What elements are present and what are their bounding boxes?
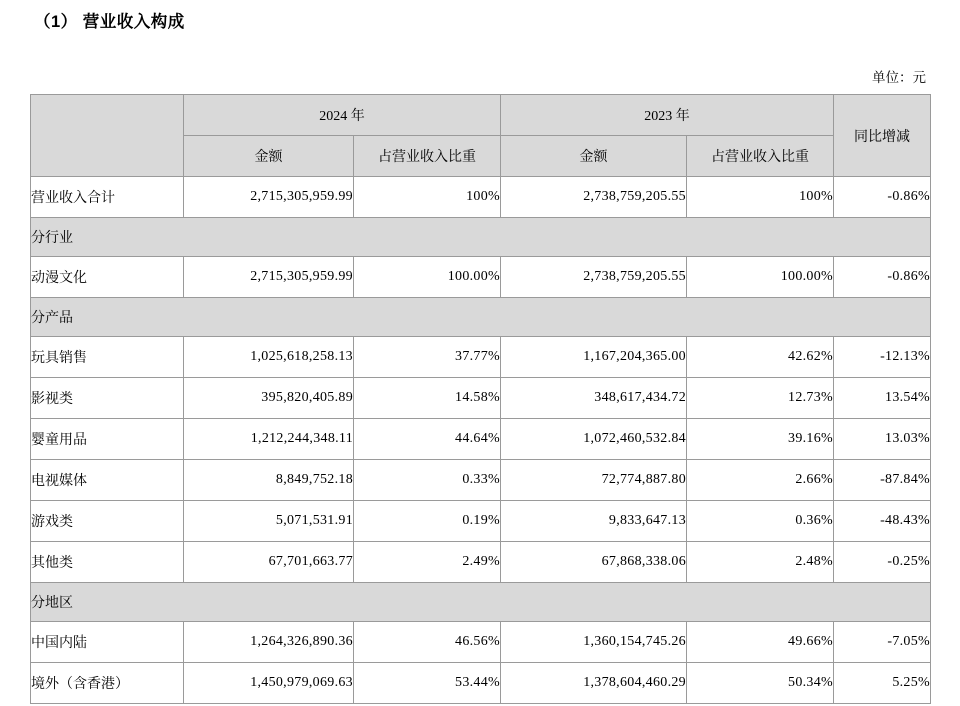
table-row (31, 460, 931, 501)
cell-yoy: -0.25% (834, 542, 931, 583)
table-header (31, 95, 931, 177)
cell-amount-2023: 2,738,759,205.55 (501, 177, 687, 218)
cell-ratio-2023: 39.16% (687, 419, 834, 460)
cell-yoy: -87.84% (834, 460, 931, 501)
row-label: 境外（含香港） (31, 663, 184, 704)
cell-yoy: -0.86% (834, 177, 931, 218)
row-label: 营业收入合计 (31, 177, 184, 218)
cell-ratio-2023: 12.73% (687, 378, 834, 419)
cell-amount-2023: 1,378,604,460.29 (501, 663, 687, 704)
cell-amount-2024: 395,820,405.89 (184, 378, 354, 419)
header-ratio-2024: 占营业收入比重 (354, 136, 501, 177)
cell-ratio-2023: 2.66% (687, 460, 834, 501)
cell-yoy: 13.54% (834, 378, 931, 419)
row-label: 中国内陆 (31, 622, 184, 663)
header-ratio-2023: 占营业收入比重 (687, 136, 834, 177)
cell-ratio-2024: 0.33% (354, 460, 501, 501)
cell-yoy: 13.03% (834, 419, 931, 460)
cell-amount-2024: 67,701,663.77 (184, 542, 354, 583)
table-group-row (31, 298, 931, 337)
cell-amount-2024: 1,264,326,890.36 (184, 622, 354, 663)
cell-amount-2023: 72,774,887.80 (501, 460, 687, 501)
table-row (31, 257, 931, 298)
cell-ratio-2024: 2.49% (354, 542, 501, 583)
table-header-row-1 (31, 95, 931, 136)
cell-yoy: -7.05% (834, 622, 931, 663)
cell-ratio-2023: 50.34% (687, 663, 834, 704)
cell-amount-2023: 2,738,759,205.55 (501, 257, 687, 298)
header-amount-2024: 金额 (184, 136, 354, 177)
table-row (31, 663, 931, 704)
table-row (31, 542, 931, 583)
table-row (31, 378, 931, 419)
header-year-2024: 2024 年 (184, 95, 501, 136)
cell-ratio-2023: 100% (687, 177, 834, 218)
table-body (31, 177, 931, 704)
cell-ratio-2024: 0.19% (354, 501, 501, 542)
row-label: 玩具销售 (31, 337, 184, 378)
header-year-2023: 2023 年 (501, 95, 834, 136)
cell-amount-2024: 2,715,305,959.99 (184, 177, 354, 218)
cell-yoy: -0.86% (834, 257, 931, 298)
cell-ratio-2024: 46.56% (354, 622, 501, 663)
row-label: 游戏类 (31, 501, 184, 542)
cell-ratio-2024: 44.64% (354, 419, 501, 460)
group-row-label: 分地区 (31, 583, 931, 622)
cell-amount-2023: 348,617,434.72 (501, 378, 687, 419)
row-label: 其他类 (31, 542, 184, 583)
group-row-label: 分产品 (31, 298, 931, 337)
row-label: 电视媒体 (31, 460, 184, 501)
cell-amount-2024: 1,212,244,348.11 (184, 419, 354, 460)
cell-ratio-2024: 53.44% (354, 663, 501, 704)
page-title: （1） 营业收入构成 (34, 13, 185, 31)
revenue-composition-table (30, 94, 931, 704)
cell-yoy: -12.13% (834, 337, 931, 378)
unit-note: 单位：元 (872, 70, 926, 85)
cell-amount-2024: 1,450,979,069.63 (184, 663, 354, 704)
cell-amount-2023: 1,072,460,532.84 (501, 419, 687, 460)
cell-amount-2024: 5,071,531.91 (184, 501, 354, 542)
cell-ratio-2023: 0.36% (687, 501, 834, 542)
table-row (31, 622, 931, 663)
table-row (31, 177, 931, 218)
cell-ratio-2024: 100.00% (354, 257, 501, 298)
cell-ratio-2024: 37.77% (354, 337, 501, 378)
cell-amount-2024: 2,715,305,959.99 (184, 257, 354, 298)
row-label: 影视类 (31, 378, 184, 419)
cell-amount-2023: 1,167,204,365.00 (501, 337, 687, 378)
group-row-label: 分行业 (31, 218, 931, 257)
header-yoy: 同比增减 (834, 95, 931, 177)
table-row (31, 337, 931, 378)
cell-amount-2023: 9,833,647.13 (501, 501, 687, 542)
header-amount-2023: 金额 (501, 136, 687, 177)
cell-amount-2023: 67,868,338.06 (501, 542, 687, 583)
table-row (31, 419, 931, 460)
cell-amount-2024: 1,025,618,258.13 (184, 337, 354, 378)
cell-ratio-2023: 100.00% (687, 257, 834, 298)
table-group-row (31, 218, 931, 257)
cell-ratio-2023: 2.48% (687, 542, 834, 583)
cell-ratio-2023: 49.66% (687, 622, 834, 663)
cell-ratio-2024: 14.58% (354, 378, 501, 419)
cell-yoy: -48.43% (834, 501, 931, 542)
row-label: 婴童用品 (31, 419, 184, 460)
cell-ratio-2023: 42.62% (687, 337, 834, 378)
cell-amount-2024: 8,849,752.18 (184, 460, 354, 501)
header-corner (31, 95, 184, 177)
cell-yoy: 5.25% (834, 663, 931, 704)
cell-amount-2023: 1,360,154,745.26 (501, 622, 687, 663)
row-label: 动漫文化 (31, 257, 184, 298)
table-row (31, 501, 931, 542)
table-group-row (31, 583, 931, 622)
cell-ratio-2024: 100% (354, 177, 501, 218)
